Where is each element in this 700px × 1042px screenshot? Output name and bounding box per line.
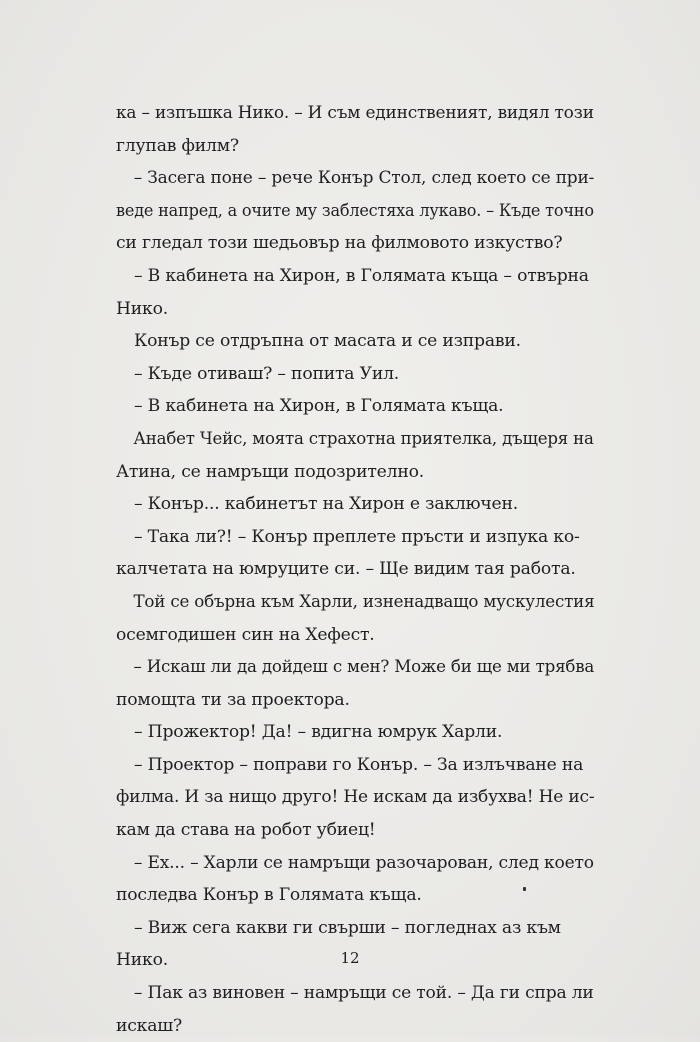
text-line: – Конър... кабинетът на Хирон е заключен. <box>134 494 519 515</box>
text-line: ка – изпъшка Нико. – И съм единственият, видял този <box>116 103 594 123</box>
text-line: – Прожектор! Да! – вдигна юмрук Харли. <box>134 722 503 743</box>
text-line: Нико. <box>116 950 168 971</box>
text-line: – Засега поне – рече Конър Стол, след което се при- <box>133 168 595 189</box>
text-line: Конър се отдръпна от масата и се изправи. <box>134 331 521 352</box>
text-line: Атина, се намръщи подозрително. <box>116 461 425 482</box>
text-line: филма. И за нищо друго! Не искам да избухва! Не ис- <box>116 787 595 808</box>
text-line: – Ех... – Харли се намръщи разочарован, след което <box>133 852 594 873</box>
text-line: – В кабинета на Хирон, в Голямата къща. <box>134 396 504 417</box>
text-line: – Виж сега какви ги свърши – погледнах аз към <box>134 917 561 938</box>
text-line: Анабет Чейс, моята страхотна приятелка, дъщеря на <box>133 428 594 449</box>
text-line: искаш? <box>116 1015 183 1036</box>
text-line: – Искаш ли да дойдеш с мен? Може би ще ми трябва <box>133 657 595 678</box>
text-line: си гледал този шедьовър на филмовото изкуство? <box>116 233 563 254</box>
text-line: последва Конър в Голямата къща. <box>116 885 422 906</box>
text-line: кам да става на робот убиец! <box>116 820 376 841</box>
text-line: – Проектор – поправи го Конър. – За излъчване на <box>134 754 584 775</box>
text-line: Той се обърна към Харли, изненадващо мускулестия <box>133 591 595 612</box>
text-line: – Така ли?! – Конър преплете пръсти и изпука ко- <box>134 526 580 547</box>
body-text <box>116 97 594 1042</box>
text-line: калчетата на юмруците си. – Ще видим тая работа. <box>116 559 576 580</box>
text-line: веде напред, а очите му заблестяха лукаво. – Къде точно <box>116 200 594 221</box>
text-line: – Пак аз виновен – намръщи се той. – Да ги спра ли <box>133 983 594 1004</box>
text-line: – Къде отиваш? – попита Уил. <box>134 363 400 384</box>
text-line: Нико. <box>116 298 168 319</box>
text-line: осемгодишен син на Хефест. <box>116 624 375 645</box>
text-line: – В кабинета на Хирон, в Голямата къща – отвърна <box>134 265 589 286</box>
text-line: глупав филм? <box>116 135 239 156</box>
page-number: 12 <box>340 949 360 967</box>
print-speck <box>523 887 526 891</box>
text-line: помощта ти за проектора. <box>116 689 350 710</box>
